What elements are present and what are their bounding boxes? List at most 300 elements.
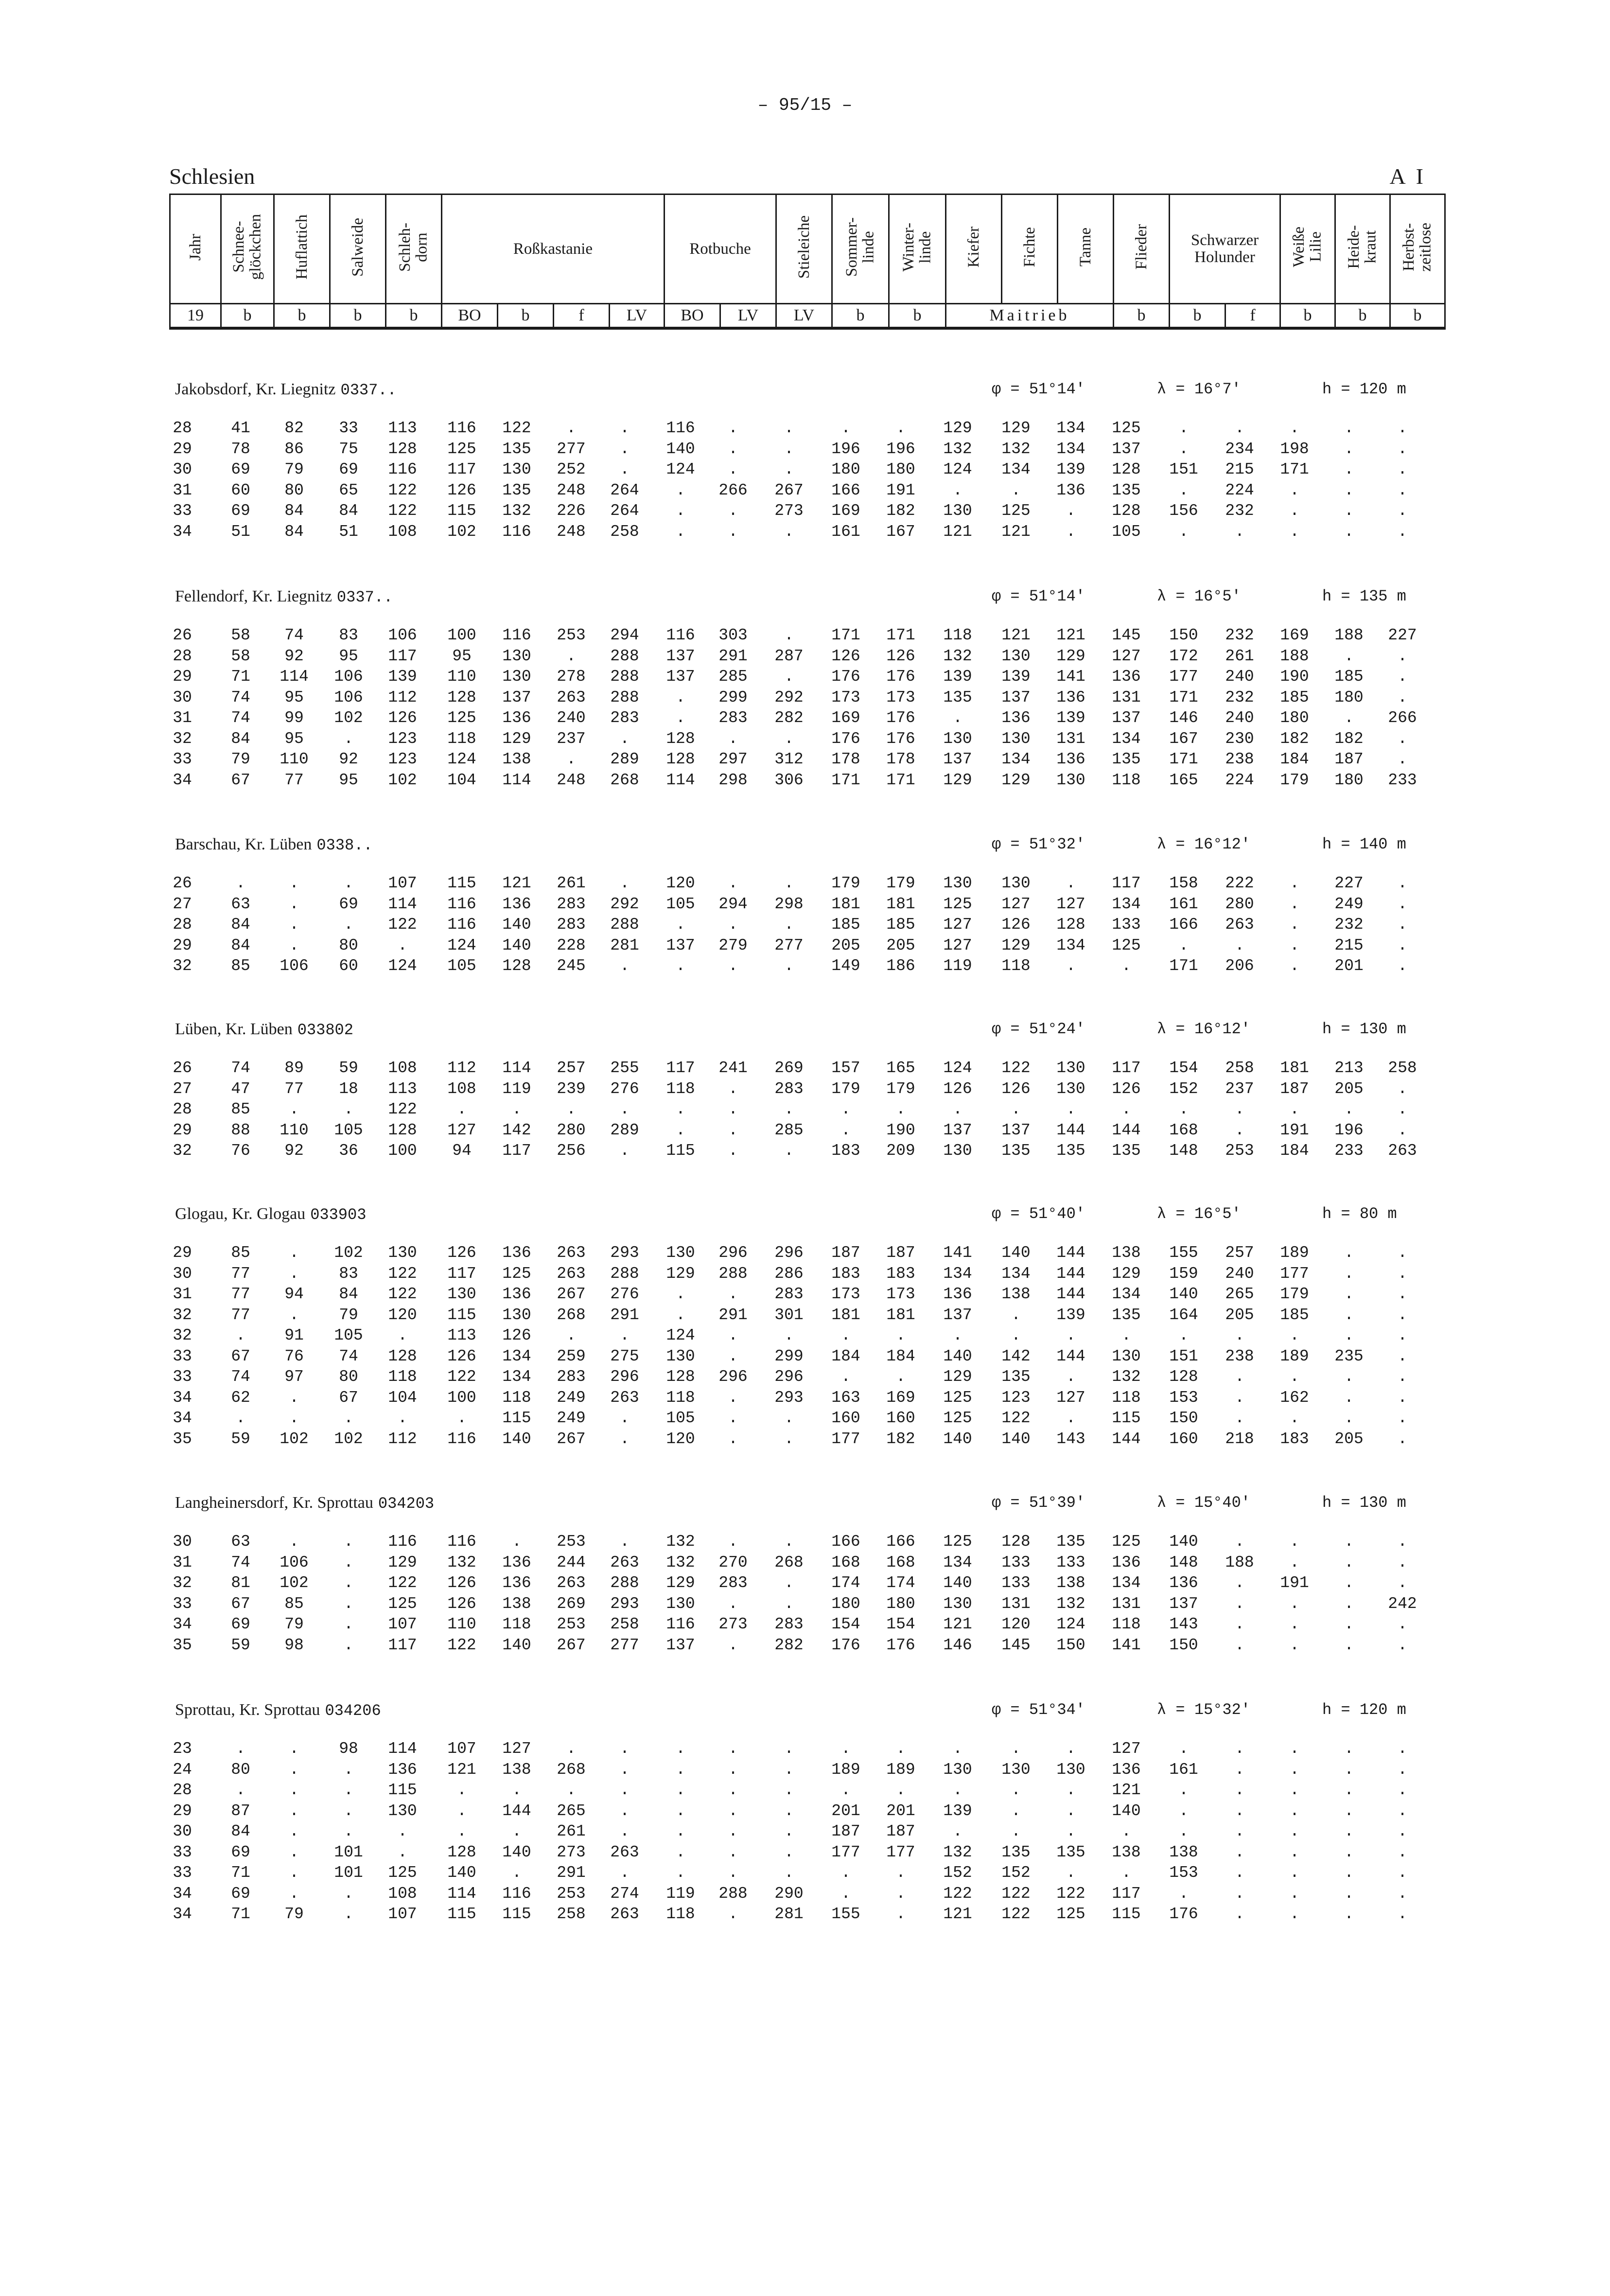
- data-cell: 84: [231, 729, 250, 748]
- data-cell: 119: [943, 957, 972, 975]
- data-cell: 74: [339, 1347, 358, 1365]
- data-cell: 267: [557, 1430, 586, 1448]
- data-cell: 169: [1280, 626, 1309, 644]
- data-cell: 114: [666, 771, 695, 789]
- data-cell: 132: [666, 1553, 695, 1572]
- data-cell: 176: [831, 668, 860, 686]
- data-cell: 74: [231, 709, 250, 727]
- data-cell: .: [1344, 1100, 1354, 1118]
- data-cell: 112: [388, 688, 417, 706]
- page-number: – 95/15 –: [757, 95, 853, 115]
- data-cell: .: [1235, 1326, 1244, 1344]
- data-cell: .: [1066, 522, 1076, 541]
- data-cell: 128: [666, 750, 695, 768]
- data-cell: 122: [447, 1636, 476, 1654]
- data-cell: 83: [339, 626, 358, 644]
- data-cell: 180: [886, 1594, 915, 1613]
- data-cell: 183: [831, 1264, 860, 1283]
- data-cell: .: [457, 1409, 467, 1427]
- data-cell: .: [1344, 502, 1354, 520]
- data-cell: .: [1398, 1100, 1407, 1118]
- data-cell: .: [1398, 1388, 1407, 1407]
- data-cell: 232: [1225, 502, 1254, 520]
- data-cell: .: [289, 1884, 299, 1903]
- data-cell: 130: [943, 1142, 972, 1160]
- station-name: Lüben, Kr. Lüben: [175, 1020, 293, 1038]
- data-cell: 136: [1169, 1574, 1198, 1592]
- data-cell: 118: [1001, 957, 1031, 975]
- data-cell: .: [1344, 1636, 1354, 1654]
- data-cell: 132: [1056, 1594, 1085, 1613]
- unit-cell: LV: [720, 304, 776, 329]
- data-cell: 306: [774, 771, 804, 789]
- data-cell: 121: [1001, 626, 1031, 644]
- data-cell: .: [1235, 419, 1244, 437]
- data-cell: 135: [1056, 1533, 1085, 1551]
- column-header: [330, 194, 386, 304]
- data-cell: 257: [557, 1059, 586, 1077]
- data-cell: 86: [284, 440, 304, 458]
- data-cell: 126: [447, 1574, 476, 1592]
- data-cell: 154: [831, 1615, 860, 1633]
- data-cell: 60: [231, 481, 250, 499]
- data-cell: 154: [886, 1615, 915, 1633]
- data-cell: 137: [666, 1636, 695, 1654]
- data-cell: 79: [284, 1905, 304, 1923]
- station-longitude: λ = 15°40': [1157, 1494, 1251, 1512]
- data-cell: 171: [1169, 750, 1198, 768]
- station-longitude: λ = 15°32': [1157, 1701, 1251, 1719]
- data-cell: 31: [173, 1553, 192, 1572]
- data-cell: 253: [557, 1533, 586, 1551]
- data-cell: 269: [557, 1594, 586, 1613]
- data-cell: 152: [1001, 1864, 1031, 1882]
- station-title: [175, 1701, 381, 1720]
- data-cell: 120: [666, 874, 695, 892]
- column-header: [946, 194, 1002, 304]
- data-cell: .: [1235, 1533, 1244, 1551]
- data-cell: 118: [388, 1368, 417, 1386]
- data-cell: 173: [886, 1285, 915, 1303]
- data-cell: .: [1235, 1760, 1244, 1779]
- data-cell: 249: [557, 1388, 586, 1407]
- data-cell: 128: [447, 688, 476, 706]
- data-cell: 101: [334, 1843, 363, 1861]
- data-cell: 141: [1112, 1636, 1141, 1654]
- data-cell: 205: [1334, 1079, 1364, 1098]
- data-cell: 97: [284, 1368, 304, 1386]
- data-cell: .: [289, 1781, 299, 1799]
- data-cell: 130: [502, 1306, 531, 1324]
- data-cell: 27: [173, 1079, 192, 1098]
- data-cell: .: [841, 1864, 851, 1882]
- data-cell: 187: [1280, 1079, 1309, 1098]
- data-cell: .: [289, 1760, 299, 1779]
- data-cell: 98: [284, 1636, 304, 1654]
- data-cell: 134: [1056, 440, 1085, 458]
- data-cell: 168: [831, 1553, 860, 1572]
- data-cell: 224: [1225, 771, 1254, 789]
- data-cell: 127: [1056, 895, 1085, 913]
- header-names-row: [170, 194, 1445, 304]
- data-cell: 138: [1112, 1843, 1141, 1861]
- data-cell: 201: [886, 1801, 915, 1820]
- data-cell: .: [1398, 1409, 1407, 1427]
- data-cell: 122: [1056, 1884, 1085, 1903]
- data-cell: 176: [886, 729, 915, 748]
- station-name: Sprottau, Kr. Sprottau: [175, 1701, 320, 1719]
- data-cell: 138: [502, 1760, 531, 1779]
- data-cell: .: [676, 1760, 685, 1779]
- data-cell: 293: [610, 1594, 639, 1613]
- data-cell: 171: [886, 626, 915, 644]
- column-header-label: Weiße Lilie: [1290, 227, 1325, 267]
- data-cell: 240: [557, 709, 586, 727]
- data-cell: 266: [718, 481, 748, 499]
- data-cell: 121: [1112, 1781, 1141, 1799]
- data-cell: .: [512, 1100, 522, 1118]
- data-cell: 91: [284, 1326, 304, 1344]
- data-cell: .: [1290, 1594, 1299, 1613]
- data-cell: 124: [943, 460, 972, 478]
- data-cell: .: [1235, 1100, 1244, 1118]
- data-cell: 215: [1334, 936, 1364, 954]
- data-cell: 126: [1112, 1079, 1141, 1098]
- data-cell: 301: [774, 1306, 804, 1324]
- data-cell: .: [728, 1121, 738, 1139]
- data-cell: 67: [231, 1347, 250, 1365]
- data-cell: 125: [943, 1388, 972, 1407]
- data-cell: 263: [610, 1905, 639, 1923]
- data-cell: 249: [557, 1409, 586, 1427]
- data-cell: .: [1344, 1740, 1354, 1758]
- data-cell: 261: [557, 874, 586, 892]
- data-cell: .: [1066, 1368, 1076, 1386]
- column-header: [1002, 194, 1058, 304]
- data-cell: 74: [231, 1059, 250, 1077]
- data-cell: 196: [886, 440, 915, 458]
- data-cell: 79: [339, 1306, 358, 1324]
- data-cell: 102: [447, 522, 476, 541]
- data-cell: 79: [284, 1615, 304, 1633]
- data-cell: 139: [943, 1801, 972, 1820]
- data-cell: .: [1398, 1843, 1407, 1861]
- unit-cell: BO: [442, 304, 498, 329]
- data-cell: 278: [557, 668, 586, 686]
- data-cell: .: [1398, 874, 1407, 892]
- data-cell: 288: [610, 1574, 639, 1592]
- data-cell: 125: [1056, 1905, 1085, 1923]
- column-header: [1114, 194, 1170, 304]
- data-cell: 252: [557, 460, 586, 478]
- data-cell: 26: [173, 1059, 192, 1077]
- data-cell: 129: [666, 1264, 695, 1283]
- data-cell: 115: [447, 502, 476, 520]
- data-cell: .: [344, 1100, 353, 1118]
- data-cell: 122: [388, 1264, 417, 1283]
- data-cell: 123: [388, 750, 417, 768]
- data-cell: 95: [284, 729, 304, 748]
- data-cell: 191: [1280, 1121, 1309, 1139]
- data-cell: .: [784, 1100, 794, 1118]
- data-cell: .: [1290, 522, 1299, 541]
- data-cell: 187: [831, 1244, 860, 1262]
- data-cell: .: [784, 460, 794, 478]
- data-cell: 122: [1001, 1905, 1031, 1923]
- data-cell: .: [620, 1326, 630, 1344]
- station-longitude: λ = 16°5': [1157, 1205, 1241, 1223]
- data-cell: 116: [502, 626, 531, 644]
- data-cell: .: [676, 1100, 685, 1118]
- data-cell: 263: [557, 1244, 586, 1262]
- data-cell: 33: [173, 502, 192, 520]
- data-cell: 173: [831, 688, 860, 706]
- data-cell: .: [728, 440, 738, 458]
- data-cell: .: [289, 1533, 299, 1551]
- data-cell: .: [728, 1533, 738, 1551]
- data-cell: 118: [502, 1615, 531, 1633]
- data-cell: 34: [173, 522, 192, 541]
- data-cell: .: [1398, 688, 1407, 706]
- data-cell: 78: [231, 440, 250, 458]
- data-cell: .: [1344, 1306, 1354, 1324]
- station-latitude: φ = 51°32': [992, 835, 1085, 853]
- data-cell: .: [784, 1409, 794, 1427]
- station-altitude: h = 135 m: [1322, 587, 1406, 605]
- data-cell: 69: [231, 502, 250, 520]
- data-cell: 23: [173, 1740, 192, 1758]
- data-cell: 160: [831, 1409, 860, 1427]
- data-cell: 294: [610, 626, 639, 644]
- column-header: [832, 194, 889, 304]
- data-cell: 101: [334, 1864, 363, 1882]
- data-cell: .: [896, 1864, 906, 1882]
- data-cell: 129: [943, 771, 972, 789]
- data-cell: 136: [1112, 1760, 1141, 1779]
- data-cell: .: [566, 1740, 576, 1758]
- data-cell: 205: [1334, 1430, 1364, 1448]
- data-cell: .: [1290, 916, 1299, 934]
- data-cell: 136: [1112, 1553, 1141, 1572]
- data-cell: 269: [774, 1059, 804, 1077]
- data-cell: .: [728, 1740, 738, 1758]
- data-cell: 110: [447, 1615, 476, 1633]
- data-cell: .: [728, 1636, 738, 1654]
- data-cell: 116: [447, 419, 476, 437]
- data-cell: 74: [284, 626, 304, 644]
- data-cell: .: [1398, 895, 1407, 913]
- data-cell: 145: [1112, 626, 1141, 644]
- data-cell: 168: [886, 1553, 915, 1572]
- data-cell: 92: [284, 647, 304, 665]
- data-cell: 136: [502, 709, 531, 727]
- data-cell: .: [1179, 440, 1189, 458]
- data-cell: 187: [1334, 750, 1364, 768]
- data-cell: 283: [718, 1574, 748, 1592]
- data-cell: .: [236, 1409, 245, 1427]
- data-cell: 177: [831, 1430, 860, 1448]
- data-cell: 138: [1056, 1574, 1085, 1592]
- column-header-label: Sommer- linde: [843, 217, 877, 277]
- data-cell: 107: [388, 1615, 417, 1633]
- data-cell: .: [784, 1594, 794, 1613]
- data-cell: .: [676, 502, 685, 520]
- data-cell: .: [896, 1740, 906, 1758]
- data-cell: 59: [231, 1430, 250, 1448]
- station-title: [175, 1205, 366, 1224]
- data-cell: 185: [831, 916, 860, 934]
- data-cell: .: [1398, 668, 1407, 686]
- data-cell: 201: [1334, 957, 1364, 975]
- data-cell: 276: [610, 1079, 639, 1098]
- data-cell: .: [1398, 647, 1407, 665]
- data-cell: .: [1066, 502, 1076, 520]
- data-cell: .: [1398, 1553, 1407, 1572]
- data-cell: .: [344, 1760, 353, 1779]
- data-cell: .: [1398, 1306, 1407, 1324]
- data-cell: 137: [943, 750, 972, 768]
- data-cell: .: [1290, 1864, 1299, 1882]
- data-cell: 65: [339, 481, 358, 499]
- data-cell: 128: [388, 440, 417, 458]
- data-cell: 136: [388, 1760, 417, 1779]
- data-cell: .: [1066, 1781, 1076, 1799]
- data-cell: 29: [173, 440, 192, 458]
- data-cell: 32: [173, 1142, 192, 1160]
- data-cell: .: [289, 1740, 299, 1758]
- data-cell: 92: [284, 1142, 304, 1160]
- data-cell: 283: [557, 895, 586, 913]
- data-cell: 102: [334, 1430, 363, 1448]
- data-cell: 125: [1112, 1533, 1141, 1551]
- station-latitude: φ = 51°24': [992, 1020, 1085, 1038]
- data-cell: .: [1235, 1864, 1244, 1882]
- data-cell: 135: [502, 481, 531, 499]
- data-cell: .: [1398, 440, 1407, 458]
- data-cell: .: [1398, 1430, 1407, 1448]
- data-cell: 138: [1001, 1285, 1031, 1303]
- data-cell: 166: [1169, 916, 1198, 934]
- station-code: 034203: [378, 1495, 435, 1513]
- unit-cell: b: [1335, 304, 1390, 329]
- data-cell: 58: [231, 647, 250, 665]
- data-cell: 128: [1112, 502, 1141, 520]
- data-cell: .: [1011, 1822, 1021, 1840]
- data-cell: .: [398, 1822, 407, 1840]
- data-cell: 135: [1112, 1142, 1141, 1160]
- data-cell: .: [784, 1822, 794, 1840]
- data-cell: 131: [1056, 729, 1085, 748]
- data-cell: .: [236, 1781, 245, 1799]
- data-cell: 144: [1112, 1121, 1141, 1139]
- data-cell: 122: [1001, 1059, 1031, 1077]
- data-cell: 63: [231, 895, 250, 913]
- data-cell: 140: [943, 1347, 972, 1365]
- data-cell: .: [344, 874, 353, 892]
- data-cell: 244: [557, 1553, 586, 1572]
- data-cell: .: [676, 1843, 685, 1861]
- data-cell: 179: [886, 1079, 915, 1098]
- data-cell: .: [620, 460, 630, 478]
- data-cell: 99: [284, 709, 304, 727]
- data-cell: 116: [502, 522, 531, 541]
- data-cell: 115: [502, 1409, 531, 1427]
- column-header-label: Heide- kraut: [1345, 225, 1380, 269]
- data-cell: 281: [774, 1905, 804, 1923]
- data-cell: .: [784, 668, 794, 686]
- data-cell: 131: [1001, 1594, 1031, 1613]
- data-cell: 265: [557, 1801, 586, 1820]
- data-cell: 161: [831, 522, 860, 541]
- data-cell: 277: [610, 1636, 639, 1654]
- data-cell: 242: [1388, 1594, 1417, 1613]
- data-cell: 155: [831, 1905, 860, 1923]
- data-cell: 145: [1001, 1636, 1031, 1654]
- unit-cell: b: [330, 304, 386, 329]
- data-cell: .: [1344, 1822, 1354, 1840]
- data-cell: 189: [886, 1760, 915, 1779]
- data-cell: .: [1344, 1553, 1354, 1572]
- data-cell: 32: [173, 1326, 192, 1344]
- data-cell: 84: [284, 522, 304, 541]
- data-cell: 122: [388, 502, 417, 520]
- data-cell: 143: [1169, 1615, 1198, 1633]
- data-cell: 28: [173, 1100, 192, 1118]
- data-cell: 290: [774, 1884, 804, 1903]
- data-cell: 277: [774, 936, 804, 954]
- data-cell: 179: [1280, 1285, 1309, 1303]
- data-cell: 136: [502, 1244, 531, 1262]
- unit-cell: b: [274, 304, 330, 329]
- data-cell: .: [620, 1822, 630, 1840]
- data-cell: .: [676, 1781, 685, 1799]
- data-cell: 185: [1334, 668, 1364, 686]
- data-cell: 218: [1225, 1430, 1254, 1448]
- data-cell: 143: [1056, 1430, 1085, 1448]
- data-cell: 283: [718, 709, 748, 727]
- data-cell: .: [953, 1822, 962, 1840]
- data-cell: 299: [718, 688, 748, 706]
- data-cell: 115: [447, 1905, 476, 1923]
- data-cell: 130: [1001, 1760, 1031, 1779]
- data-cell: .: [728, 1326, 738, 1344]
- data-cell: 120: [1001, 1615, 1031, 1633]
- column-header-label: Flieder: [1132, 224, 1150, 270]
- data-cell: 130: [943, 729, 972, 748]
- data-cell: 205: [1225, 1306, 1254, 1324]
- data-cell: .: [728, 1100, 738, 1118]
- data-cell: 108: [447, 1079, 476, 1098]
- data-cell: 136: [943, 1285, 972, 1303]
- data-cell: 205: [831, 936, 860, 954]
- data-cell: 140: [502, 1430, 531, 1448]
- data-cell: .: [1344, 709, 1354, 727]
- data-cell: .: [728, 1801, 738, 1820]
- data-cell: .: [1290, 957, 1299, 975]
- data-cell: 135: [1001, 1843, 1031, 1861]
- data-cell: 137: [1112, 440, 1141, 458]
- station-latitude: φ = 51°34': [992, 1701, 1085, 1719]
- data-cell: .: [784, 1843, 794, 1861]
- data-cell: 148: [1169, 1553, 1198, 1572]
- data-cell: .: [1398, 1264, 1407, 1283]
- data-cell: 230: [1225, 729, 1254, 748]
- data-cell: 162: [1280, 1388, 1309, 1407]
- data-cell: 117: [388, 647, 417, 665]
- data-cell: 47: [231, 1079, 250, 1098]
- data-cell: .: [1235, 1801, 1244, 1820]
- data-cell: 105: [666, 895, 695, 913]
